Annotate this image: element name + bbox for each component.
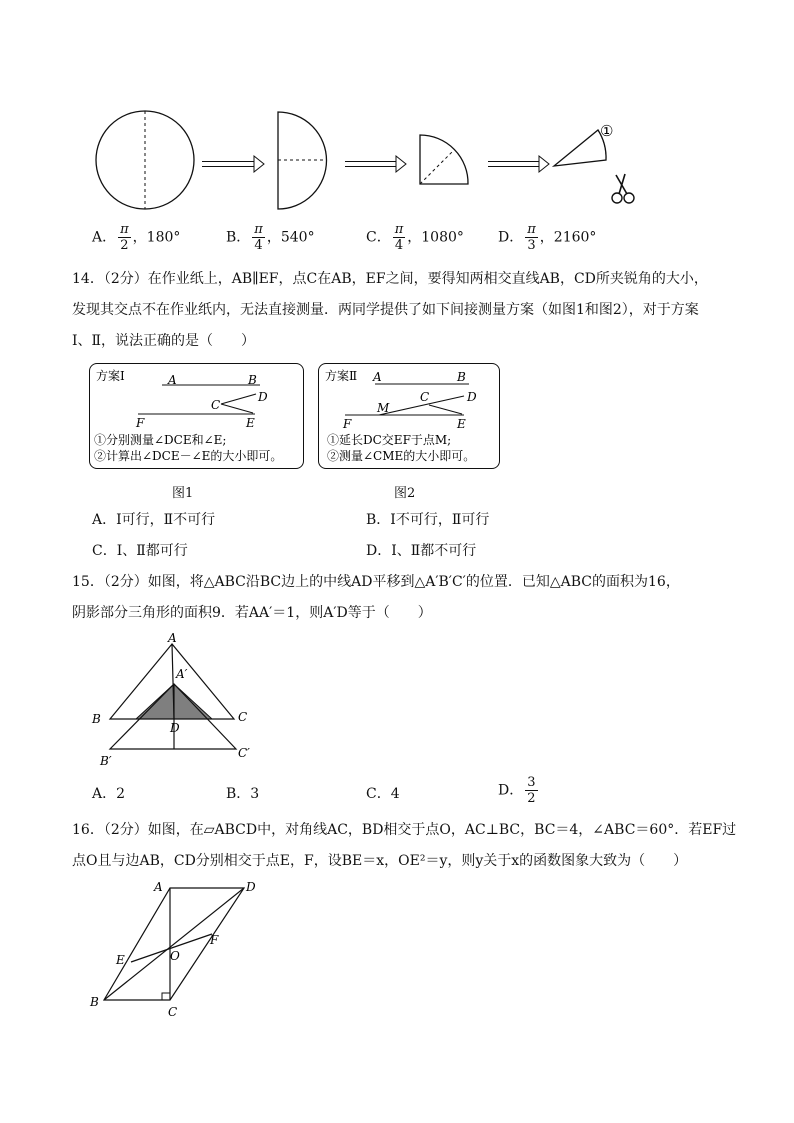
- label-D: D: [170, 721, 180, 735]
- arrow-1-icon: [202, 156, 264, 172]
- fraction-numerator: π: [527, 222, 536, 237]
- q15-triangle-figure: [88, 628, 268, 773]
- quarter-fold-line: [420, 150, 454, 184]
- option-fraction: [393, 222, 406, 253]
- label-D: D: [258, 390, 268, 404]
- label-A: A: [154, 880, 163, 894]
- line-CD: [221, 394, 256, 404]
- label-C: C: [168, 1005, 178, 1019]
- figure-2-title: 方案Ⅱ: [325, 369, 358, 383]
- figure-1-title: 方案Ⅰ: [96, 369, 125, 383]
- option-fraction: [525, 222, 538, 253]
- label-E: E: [457, 417, 466, 431]
- q14-option-a[interactable]: A．Ⅰ可行，Ⅱ不可行: [92, 512, 216, 528]
- label-B: B: [90, 995, 99, 1009]
- fraction-denominator: 2: [120, 238, 129, 253]
- q13-option-a[interactable]: [92, 222, 180, 253]
- option-fraction: [118, 222, 131, 253]
- label-C: C: [238, 710, 248, 724]
- q15-option-d[interactable]: [498, 775, 540, 806]
- option-letter: D．: [498, 229, 524, 246]
- option-value: ，1080°: [407, 229, 464, 246]
- label-D: D: [467, 390, 477, 404]
- q13-option-b[interactable]: [226, 222, 315, 253]
- label-D: D: [246, 880, 256, 894]
- q14-option-c[interactable]: C．Ⅰ、Ⅱ都可行: [92, 543, 188, 559]
- q14-figure-1: [89, 363, 304, 469]
- label-B: B: [92, 712, 101, 726]
- label-F: F: [210, 933, 219, 947]
- q13-option-c[interactable]: [366, 222, 464, 253]
- label-C: C: [420, 390, 430, 404]
- q14-figure-2: [318, 363, 500, 469]
- circled-number-label: ①: [600, 122, 614, 140]
- label-A: A: [168, 631, 177, 645]
- line-CE: [429, 405, 462, 414]
- diagonal-BD: [104, 888, 244, 1000]
- q16-parallelogram-figure: [88, 876, 268, 1026]
- label-A: A: [373, 370, 382, 384]
- q14-stem-line3: Ⅰ、Ⅱ，说法正确的是（ ）: [72, 333, 256, 349]
- label-M: M: [377, 401, 390, 415]
- figure-2-step2: ②测量∠CME的大小即可。: [327, 449, 476, 463]
- label-C: C: [211, 398, 221, 412]
- option-value: ，180°: [132, 229, 181, 246]
- fraction-numerator: π: [254, 222, 263, 237]
- fraction-denominator: 3: [527, 238, 536, 253]
- q14-stem-line2: 发现其交点不在作业纸内，无法直接测量．两同学提供了如下间接测量方案（如图1和图2），对于方案: [72, 302, 699, 318]
- label-B-prime: B′: [100, 754, 112, 768]
- quarter-circle-shape: [420, 135, 468, 184]
- figure-1-step2: ②计算出∠DCE－∠E的大小即可。: [94, 449, 283, 463]
- label-B: B: [248, 373, 257, 387]
- q14-option-b[interactable]: B．Ⅰ不可行，Ⅱ可行: [366, 512, 490, 528]
- label-E: E: [246, 416, 255, 430]
- line-CE: [221, 404, 253, 413]
- q13-option-d[interactable]: [498, 222, 596, 253]
- q13-folding-figure: [80, 98, 660, 218]
- fraction-denominator: 4: [394, 238, 404, 253]
- fraction-denominator: 2: [527, 791, 536, 806]
- figure-1-caption: 图1: [172, 486, 194, 501]
- figure-2-diagram: [319, 364, 499, 468]
- option-letter: C．: [366, 229, 391, 246]
- option-value: ，2160°: [539, 229, 597, 246]
- option-letter: B．: [226, 229, 251, 246]
- q15-option-b[interactable]: B．3: [226, 786, 260, 802]
- label-O: O: [170, 949, 180, 963]
- q16-stem-line1: 16．（2分）如图，在▱ABCD中，对角线AC，BD相交于点O，AC⊥BC，BC＝4，∠ABC＝60°．若EF过: [72, 822, 737, 838]
- right-angle-mark: [162, 993, 170, 1000]
- arrow-2-icon: [345, 156, 406, 172]
- fraction-numerator: π: [120, 222, 129, 237]
- q15-stem-line2: 阴影部分三角形的面积9．若AA′＝1，则A′D等于（ ）: [72, 605, 432, 621]
- arrow-3-icon: [488, 156, 549, 172]
- scissors-icon: [612, 174, 634, 203]
- label-B: B: [457, 370, 466, 384]
- label-A: A: [168, 373, 177, 387]
- figure-1-diagram: [90, 364, 303, 468]
- fraction-numerator: π: [394, 222, 404, 237]
- option-fraction: [252, 222, 265, 253]
- figure-2-caption: 图2: [394, 486, 416, 501]
- label-A-prime: A′: [176, 667, 188, 681]
- q14-stem-line1: 14．（2分）在作业纸上，AB∥EF，点C在AB，EF之间，要得知两相交直线AB，CD所夹锐角的大小，: [72, 271, 708, 287]
- figure-1-step1: ①分别测量∠DCE和∠E;: [94, 433, 227, 447]
- q15-stem-line1: 15．（2分）如图，将△ABC沿BC边上的中线AD平移到△A′B′C′的位置．已知△ABC的面积为16，: [72, 574, 680, 590]
- label-C-prime: C′: [238, 746, 250, 760]
- option-fraction: [525, 775, 537, 806]
- label-F: F: [136, 416, 145, 430]
- q15-option-c[interactable]: C．4: [366, 786, 400, 802]
- fraction-numerator: 3: [527, 775, 536, 790]
- option-letter: D．: [498, 782, 524, 799]
- small-sector-shape: [554, 130, 606, 166]
- fraction-denominator: 4: [254, 238, 263, 253]
- option-letter: A．: [92, 229, 117, 246]
- label-F: F: [343, 417, 352, 431]
- figure-2-step1: ①延长DC交EF于点M;: [327, 433, 452, 447]
- option-value: ，540°: [266, 229, 315, 246]
- q15-option-a[interactable]: A．2: [92, 786, 126, 802]
- label-E: E: [116, 953, 125, 967]
- q16-stem-line2: 点O且与边AB，CD分别相交于点E，F，设BE＝x，OE²＝y，则y关于x的函数图象大致为（ ）: [72, 853, 688, 869]
- q14-option-d[interactable]: D．Ⅰ、Ⅱ都不可行: [366, 543, 477, 559]
